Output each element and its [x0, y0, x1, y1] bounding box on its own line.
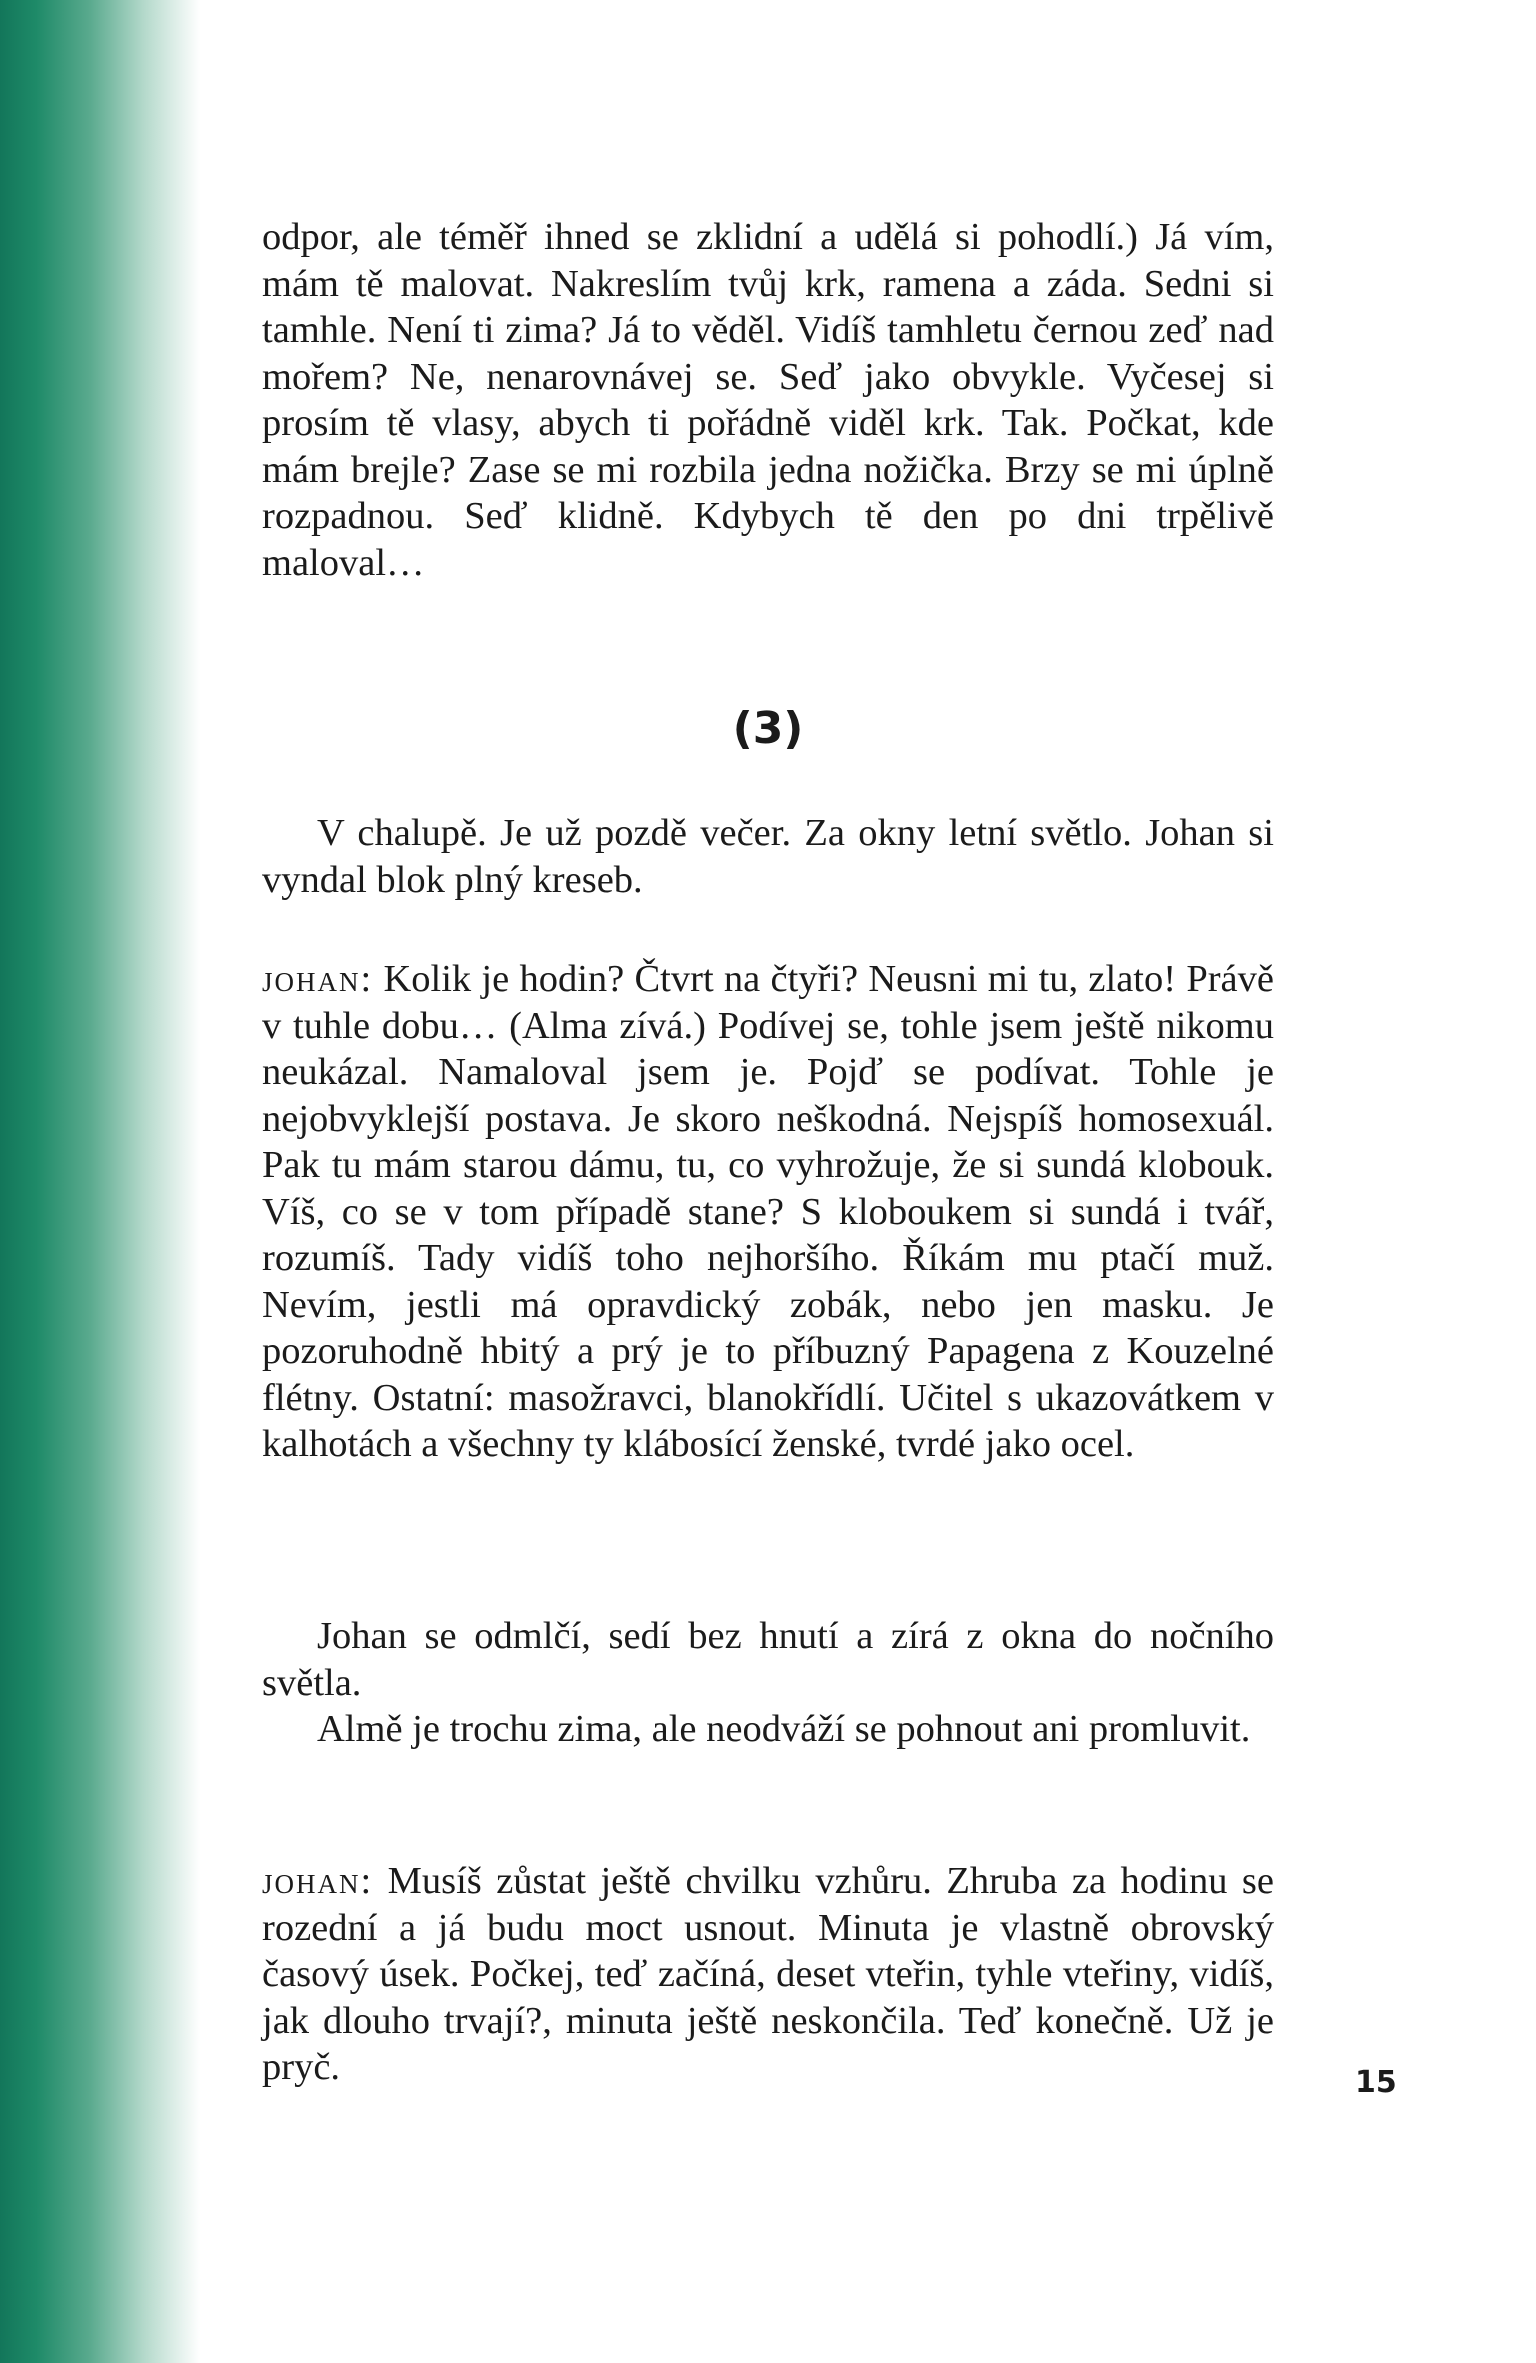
- stage-direction: Johan se odmlčí, sedí bez hnutí a zírá z okna do nočního světla.: [262, 1615, 1274, 1704]
- text-block-stage-directions: [262, 1613, 1274, 1753]
- speaker-name: johan:: [262, 958, 374, 1000]
- text-block-johan-speech-1: [262, 956, 1274, 1468]
- page-number: 15: [1355, 2065, 1397, 2100]
- scene-heading: (3): [732, 703, 804, 754]
- dialogue-text: Musíš zůstat ještě chvilku vzhůru. Zhruba za hodinu se rozední a já budu moct usnout. Minuta je vlastně obrovský časový úsek. Počkej, teď začíná, deset vteřin, tyhle vteřiny, vidíš, jak dlouho trvají?, minuta ještě neskončila. Teď konečně. Už je pryč.: [262, 1860, 1274, 2088]
- text-block-continuation: [262, 214, 1274, 586]
- dialogue-paragraph: [262, 1858, 1274, 2091]
- paragraph-continuation: odpor, ale téměř ihned se zklidní a udělá si pohodlí.) Já vím, mám tě malovat. Nakreslím tvůj krk, ramena a záda. Sedni si tamhle. Není ti zima? Já to věděl. Vidíš tamhletu černou zeď nad mořem? Ne, nenarovnávej se. Seď jako obvykle. Vyčesej si prosím tě vlasy, abych ti pořádně viděl krk. Tak. Počkat, kde mám brejle? Zase se mi rozbila jedna nožička. Brzy se mi úplně rozpadnou. Seď klidně. Kdybych tě den po dni trpělivě maloval…: [262, 216, 1274, 584]
- stage-direction: Almě je trochu zima, ale neodváží se pohnout ani promluvit.: [317, 1708, 1251, 1750]
- dialogue-text: Kolik je hodin? Čtvrt na čtyři? Neusni mi tu, zlato! Právě v tuhle dobu… (Alma zívá.) Podívej se, tohle jsem ještě nikomu neukázal. Namaloval jsem je. Pojď se podívat. Tohle je nejobvyklejší postava. Je skoro neškodná. Nejspíš homosexuál. Pak tu mám starou dámu, tu, co vyhrožuje, že si sundá klobouk. Víš, co se v tom případě stane? S kloboukem si sundá i tvář, rozumíš. Tady vidíš toho nejhoršího. Říkám mu ptačí muž. Nevím, jestli má opravdický zobák, nebo jen masku. Je pozoruhodně hbitý a prý je to příbuzný Papagena z Kouzelné flétny. Ostatní: masožravci, blanokřídlí. Učitel s ukazovátkem v kalhotách a všechny ty klábosící ženské, tvrdé jako ocel.: [262, 958, 1274, 1465]
- green-spine-gradient: [0, 0, 200, 2363]
- text-block-stage-direction-1: [262, 810, 1274, 903]
- speaker-name: johan:: [262, 1860, 374, 1902]
- stage-direction: V chalupě. Je už pozdě večer. Za okny letní světlo. Johan si vyndal blok plný kreseb.: [262, 812, 1274, 901]
- dialogue-paragraph: [262, 956, 1274, 1468]
- text-block-johan-speech-2: [262, 1858, 1274, 2091]
